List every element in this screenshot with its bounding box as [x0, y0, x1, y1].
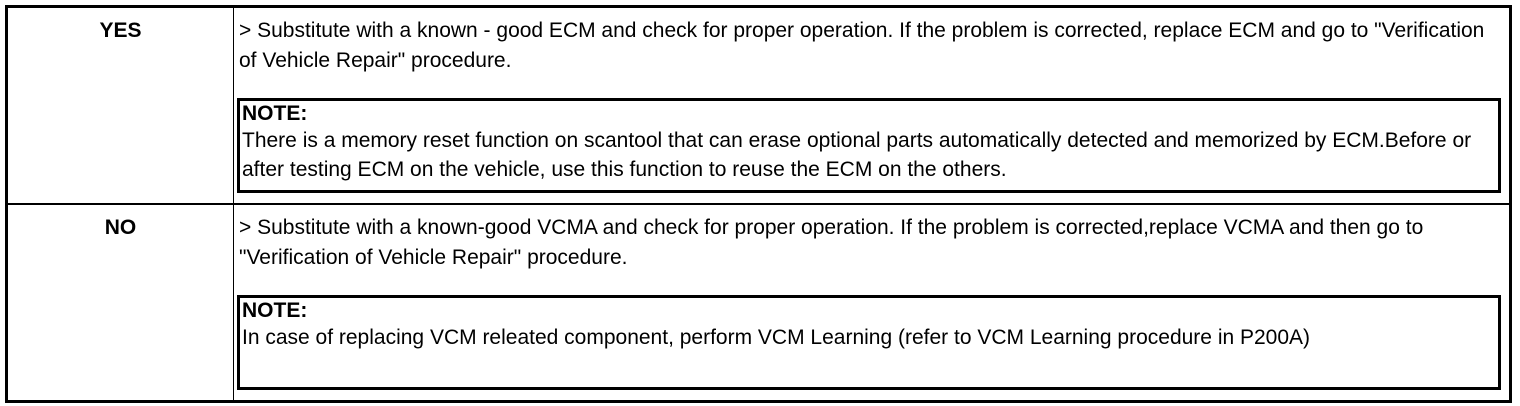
note-title-yes: NOTE:: [242, 102, 308, 125]
table-row-yes: [8, 8, 1509, 203]
row-instruction-yes: > Substitute with a known - good ECM and check for proper operation. If the problem is corrected, replace ECM and go to "Verification of Vehicle Repair" procedure.: [239, 19, 1485, 72]
row-label-no: NO: [104, 216, 137, 239]
note-body-no: In case of replacing VCM releated component, perform VCM Learning (refer to VCM Learning procedure in P200A): [242, 326, 1311, 349]
row-label-yes: YES: [99, 19, 142, 42]
note-title-no: NOTE:: [242, 299, 308, 322]
note-box-no: [237, 295, 1501, 390]
note-box-yes: [237, 98, 1501, 193]
result-table: [5, 5, 1512, 403]
note-body-yes: There is a memory reset function on scantool that can erase optional parts automatically detected and memorized by ECM.Before or after testing ECM on the vehicle, use this function to reuse the ECM on the others.: [242, 129, 1472, 181]
row-instruction-no: > Substitute with a known-good VCMA and check for proper operation. If the problem is corrected,replace VCMA and then go to "Verification of Vehicle Repair" procedure.: [239, 216, 1424, 269]
table-row-no: [8, 205, 1509, 400]
